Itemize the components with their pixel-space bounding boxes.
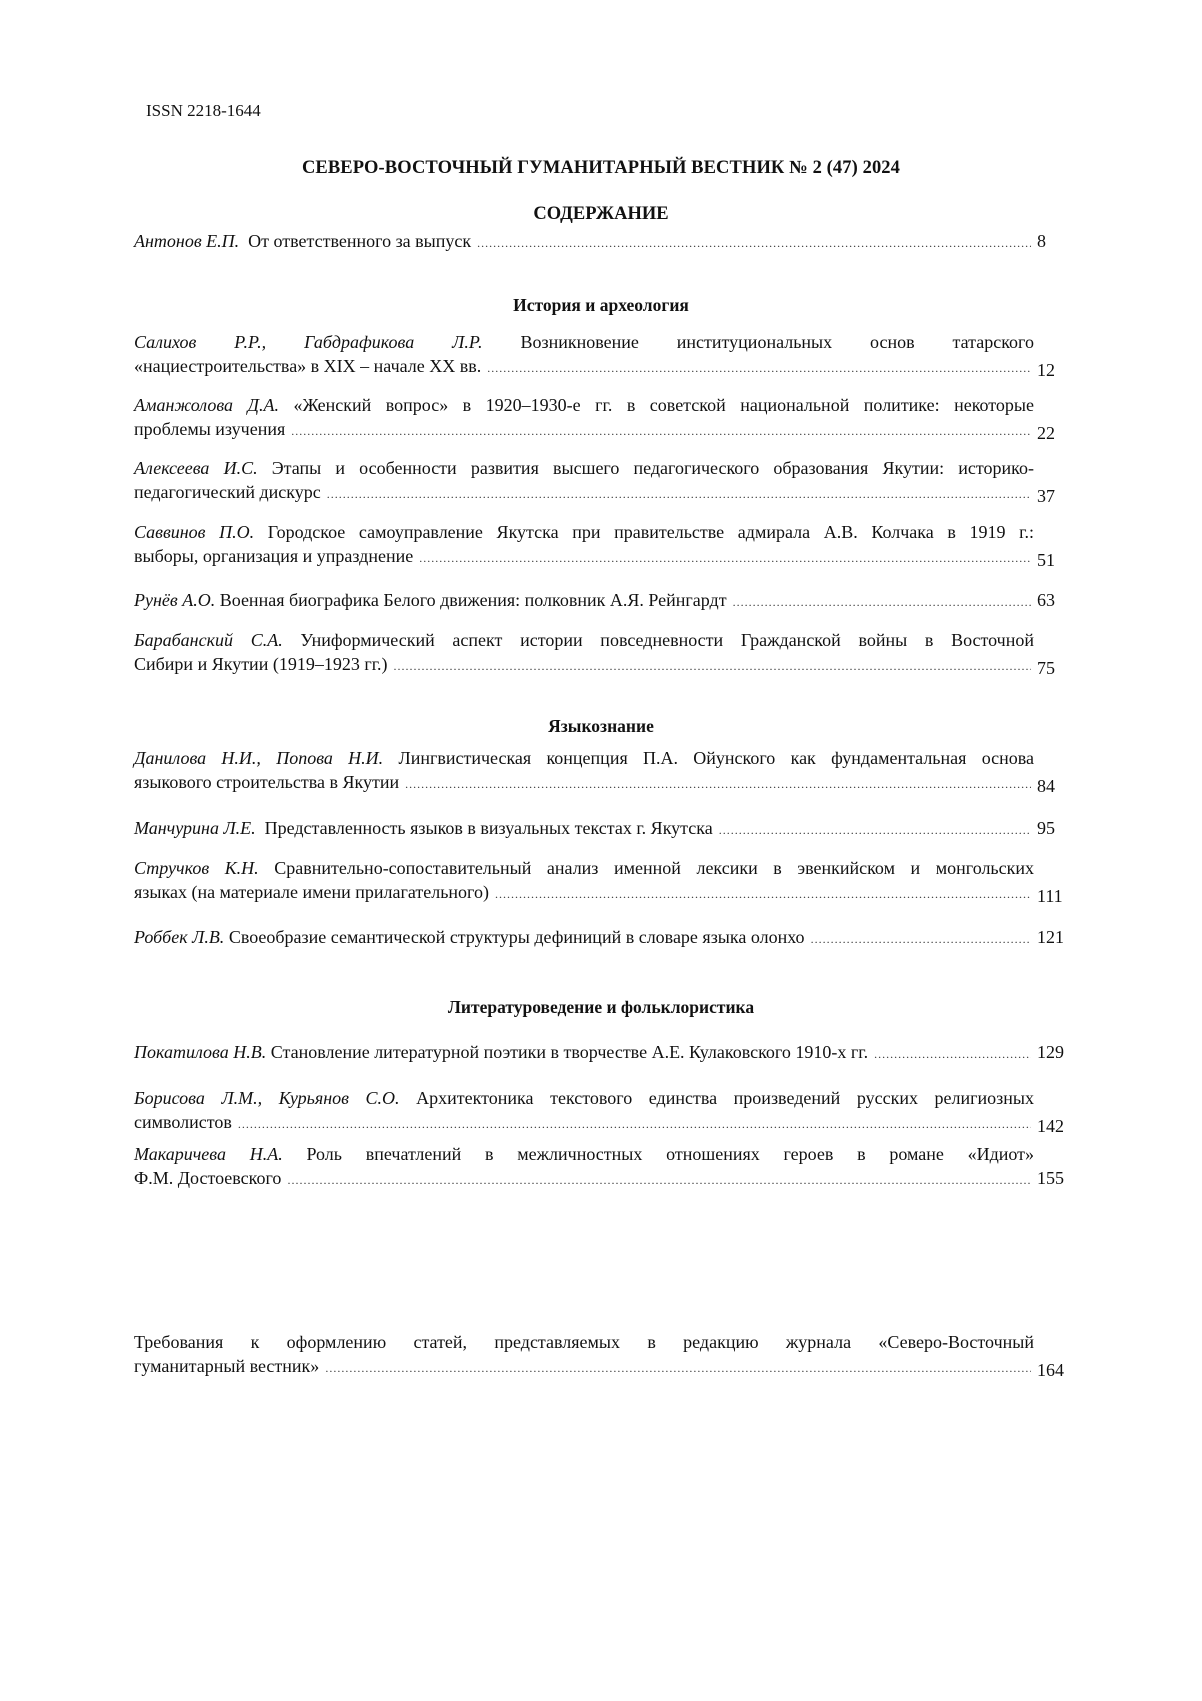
entry-page: 37	[1037, 486, 1055, 506]
toc-entry	[134, 1040, 1075, 1066]
toc-entry	[134, 1086, 1075, 1136]
toc-entry	[134, 456, 1075, 506]
leader-dots	[419, 546, 1031, 570]
entry-author: Саввинов П.О.	[134, 522, 255, 542]
entry-title: Становление литературной поэтики в творчестве А.Е. Кулаковского 1910-х гг.	[270, 1042, 869, 1062]
toc-entry	[134, 856, 1075, 906]
entry-author: Борисова Л.М., Курьянов С.О.	[134, 1088, 400, 1108]
entry-page: 84	[1037, 776, 1055, 796]
entry-page: 121	[1037, 927, 1064, 947]
leader-dots	[405, 772, 1031, 796]
leader-dots	[238, 1112, 1031, 1136]
toc-entry	[134, 330, 1075, 380]
section-title-linguistics: Языкознание	[548, 716, 654, 736]
entry-title: Этапы и особенности развития высшего педагогического образования Якутии: историко-	[271, 458, 1034, 478]
entry-page: 111	[1037, 886, 1063, 906]
toc-entry-requirements	[134, 1330, 1075, 1380]
entry-title-cont: выборы, организация и упразднение	[134, 546, 414, 566]
entry-title: Архитектоника текстового единства произведений русских религиозных	[416, 1088, 1035, 1108]
entry-author: Салихов Р.Р., Габдрафикова Л.Р.	[134, 332, 483, 352]
entry-page: 164	[1037, 1360, 1064, 1380]
entry-title: Возникновение институциональных основ татарского	[520, 332, 1034, 352]
entry-title: Роль впечатлений в межличностных отношениях героев в романе «Идиот»	[306, 1144, 1035, 1164]
entry-author: Макаричева Н.А.	[134, 1144, 283, 1164]
entry-title: Требования к оформлению статей, представляемых в редакцию журнала «Северо-Восточный	[134, 1332, 1034, 1352]
entry-page: 142	[1037, 1116, 1064, 1136]
entry-title: «Женский вопрос» в 1920–1930-е гг. в советской национальной политике: некоторые	[293, 395, 1035, 415]
entry-author: Аманжолова Д.А.	[134, 395, 279, 415]
leader-dots	[291, 419, 1031, 443]
entry-title: Лингвистическая концепция П.А. Ойунского как фундаментальная основа	[398, 748, 1035, 768]
entry-author: Антонов Е.П.	[134, 231, 240, 251]
entry-title-cont: Ф.М. Достоевского	[134, 1168, 282, 1188]
toc-entry	[134, 746, 1075, 796]
entry-page: 155	[1037, 1168, 1064, 1188]
entry-title-cont: языках (на материале имени прилагательного)	[134, 882, 489, 902]
entry-title: Военная биографика Белого движения: полковник А.Я. Рейнгардт	[219, 590, 727, 610]
entry-title: Своеобразие семантической структуры дефиниций в словаре языка олонхо	[228, 927, 805, 947]
entry-title: От ответственного за выпуск	[248, 231, 472, 251]
section-title-history: История и археология	[513, 295, 689, 315]
leader-dots	[327, 482, 1031, 506]
section-title-literature: Литературоведение и фольклористика	[447, 997, 755, 1017]
contents-title: СОДЕРЖАНИЕ	[533, 204, 669, 224]
entry-title-cont: проблемы изучения	[134, 419, 286, 439]
entry-author: Алексеева И.С.	[134, 458, 258, 478]
leader-dots	[811, 927, 1031, 951]
journal-title: СЕВЕРО-ВОСТОЧНЫЙ ГУМАНИТАРНЫЙ ВЕСТНИК № 2 (47) 2024	[301, 158, 901, 178]
entry-title: Сравнительно-сопоставительный анализ именной лексики в эвенкийском и монгольских	[274, 858, 1035, 878]
toc-entry-intro	[134, 229, 1075, 255]
entry-author: Данилова Н.И., Попова Н.И.	[134, 748, 384, 768]
entry-author: Роббек Л.В.	[134, 927, 225, 947]
toc-entry	[134, 588, 1075, 614]
leader-dots	[477, 231, 1031, 255]
entry-author: Рунёв А.О.	[134, 590, 216, 610]
entry-author: Стручков К.Н.	[134, 858, 259, 878]
issn: ISSN 2218-1644	[146, 101, 261, 120]
entry-page: 12	[1037, 360, 1055, 380]
toc-entry	[134, 393, 1075, 443]
entry-title-cont: Сибири и Якутии (1919–1923 гг.)	[134, 654, 388, 674]
toc-entry	[134, 925, 1075, 951]
toc-entry	[134, 628, 1075, 678]
leader-dots	[719, 818, 1031, 842]
leader-dots	[874, 1042, 1031, 1066]
entry-title: Городское самоуправление Якутска при правительстве адмирала А.В. Колчака в 1919 г.:	[267, 522, 1034, 542]
leader-dots	[287, 1168, 1031, 1192]
leader-dots	[487, 356, 1031, 380]
entry-page: 51	[1037, 550, 1055, 570]
entry-title: Представленность языков в визуальных текстах г. Якутска	[264, 818, 713, 838]
leader-dots	[325, 1356, 1031, 1380]
entry-page: 75	[1037, 658, 1055, 678]
entry-page: 8	[1037, 231, 1046, 251]
entry-title-cont: «нациестроительства» в XIX – начале XX вв.	[134, 356, 482, 376]
leader-dots	[733, 590, 1031, 614]
entry-page: 63	[1037, 590, 1055, 610]
leader-dots	[495, 882, 1031, 906]
entry-title-cont: языкового строительства в Якутии	[134, 772, 400, 792]
entry-page: 129	[1037, 1042, 1064, 1062]
entry-author: Манчурина Л.Е.	[134, 818, 256, 838]
toc-entry	[134, 1142, 1075, 1192]
entry-page: 22	[1037, 423, 1055, 443]
entry-author: Барабанский С.А.	[134, 630, 283, 650]
entry-title-cont: гуманитарный вестник»	[134, 1356, 320, 1376]
toc-entry	[134, 520, 1075, 570]
entry-author: Покатилова Н.В.	[134, 1042, 267, 1062]
toc-entry	[134, 816, 1075, 842]
entry-title: Униформический аспект истории повседневности Гражданской войны в Восточной	[300, 630, 1035, 650]
entry-title-cont: символистов	[134, 1112, 232, 1132]
entry-title-cont: педагогический дискурс	[134, 482, 321, 502]
entry-page: 95	[1037, 818, 1055, 838]
leader-dots	[394, 654, 1031, 678]
